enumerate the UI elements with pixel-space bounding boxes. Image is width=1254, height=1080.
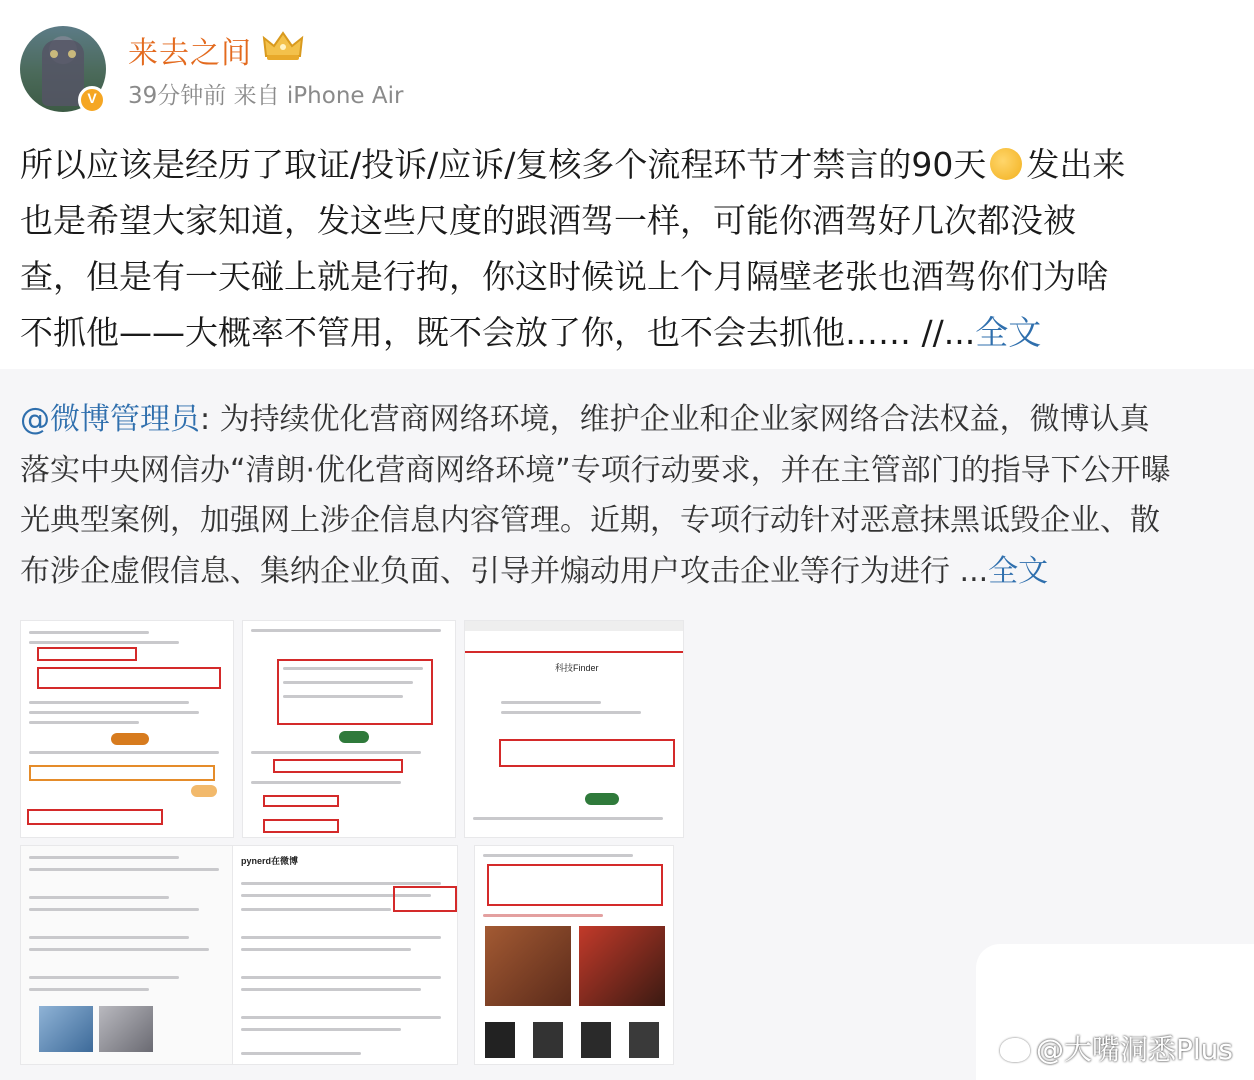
watermark-text: @大嘴洞悉Plus — [1036, 1033, 1233, 1066]
screenshot-thumbnail-5[interactable] — [232, 845, 458, 1065]
thumb-text-line — [29, 711, 199, 714]
screenshot-thumbnail-6[interactable] — [474, 845, 674, 1065]
thumb-text-line — [29, 631, 149, 634]
username[interactable]: 来去之间 — [128, 36, 252, 71]
thumb-text-line — [251, 751, 421, 754]
thumb-image — [581, 1022, 611, 1058]
repost-line-1-text: : 为持续优化营商网络环境，维护企业和企业家网络合法权益，微博认真 — [200, 402, 1150, 437]
thumb-text-line — [241, 936, 441, 939]
thumb-text-line — [29, 908, 199, 911]
weibo-logo-icon — [1000, 1038, 1030, 1062]
repost-line-2: 落实中央网信办“清朗·优化营商网络环境”专项行动要求，并在主管部门的指导下公开曝 — [20, 452, 1171, 488]
post-line-1 — [20, 137, 1234, 193]
thumb-text-line — [29, 641, 179, 644]
mention-link[interactable]: @微博管理员 — [20, 402, 200, 437]
thumb-user-name: pynerd在微博 — [241, 856, 299, 866]
repost-full-text-link[interactable]: 全文 — [988, 553, 1049, 589]
thumb-text-line — [29, 976, 179, 979]
thumb-text-line — [29, 896, 169, 899]
watermark — [1000, 1028, 1233, 1068]
thumb-text-line — [29, 701, 189, 704]
screenshot-thumbnail-4[interactable] — [20, 845, 234, 1065]
thumb-button — [111, 733, 149, 745]
thumb-text-line — [483, 854, 633, 857]
thumb-text-line — [29, 948, 209, 951]
post-time: 39分钟前 — [128, 83, 227, 109]
thumb-text-line — [251, 629, 441, 632]
repost-text — [20, 395, 1234, 597]
post-line-3: 查，但是有一天碰上就是行拘，你这时候说上个月隔壁老张也酒驾你们为啥 — [20, 257, 1109, 296]
highlight-box — [263, 795, 339, 807]
repost-line-3: 光典型案例，加强网上涉企信息内容管理。近期，专项行动针对恶意抹黑诋毁企业、散 — [20, 503, 1160, 538]
highlight-box — [273, 759, 403, 773]
thumb-text-line — [283, 695, 403, 698]
thumb-text-line — [29, 936, 189, 939]
emoji-icon — [990, 148, 1022, 180]
post-line-1-tail: 发出来 — [1026, 145, 1126, 184]
thumb-text-line — [241, 882, 441, 885]
highlight-box — [487, 864, 663, 906]
thumb-image — [579, 926, 665, 1006]
thumb-text-line — [29, 856, 179, 859]
highlight-box — [37, 647, 137, 661]
thumb-text-line — [501, 711, 641, 714]
browser-bar — [465, 621, 684, 631]
highlight-box — [37, 667, 221, 689]
thumb-text-line — [29, 988, 149, 991]
thumb-text-line — [473, 817, 663, 820]
highlight-box — [393, 886, 457, 912]
thumb-text-line — [241, 948, 411, 951]
verified-badge-icon — [78, 86, 106, 114]
screenshot-thumbnail-1[interactable] — [20, 620, 234, 838]
thumb-image — [533, 1022, 563, 1058]
post-line-4 — [20, 305, 1234, 361]
thumb-text-line — [251, 781, 401, 784]
thumb-image — [485, 1022, 515, 1058]
thumb-text-line — [241, 1028, 401, 1031]
crown-icon — [262, 30, 304, 62]
highlight-box — [27, 809, 163, 825]
thumb-text-line — [501, 701, 601, 704]
thumb-text-line — [241, 976, 441, 979]
highlight-box — [499, 739, 675, 767]
post-line-2: 也是希望大家知道，发这些尺度的跟酒驾一样，可能你酒驾好几次都没被 — [20, 201, 1076, 240]
screenshot-thumbnail-3[interactable] — [464, 620, 684, 838]
thumb-image — [99, 1006, 153, 1052]
thumb-image — [485, 926, 571, 1006]
thumb-text-line — [283, 667, 423, 670]
repost-line-4-text: 布涉企虚假信息、集纳企业负面、引导并煽动用户攻击企业等行为进行 ... — [20, 553, 989, 589]
repost-line-4 — [20, 547, 1234, 598]
thumb-input — [29, 765, 215, 781]
thumb-button — [339, 731, 369, 743]
thumb-text-line — [241, 1052, 361, 1055]
thumb-text-line — [29, 721, 139, 724]
post-source: 来自 iPhone Air — [233, 83, 404, 109]
thumb-text-line — [241, 908, 391, 911]
post-line-1-text: 所以应该是经历了取证/投诉/应诉/复核多个流程环节才禁言的90天 — [20, 145, 987, 184]
site-nav — [465, 631, 684, 653]
highlight-box — [263, 819, 339, 833]
thumb-image — [39, 1006, 93, 1052]
post-meta — [128, 77, 403, 110]
thumb-text-line — [29, 751, 219, 754]
full-text-link[interactable]: 全文 — [975, 313, 1042, 352]
repost-line-1 — [20, 395, 1234, 446]
thumb-text-line — [283, 681, 413, 684]
screenshot-thumbnail-2[interactable] — [242, 620, 456, 838]
thumb-text-line — [241, 1016, 441, 1019]
thumb-button — [191, 785, 217, 797]
thumb-text-line — [29, 868, 219, 871]
thumb-button — [585, 793, 619, 805]
thumb-image — [629, 1022, 659, 1058]
thumb-page-title: 科技Finder — [555, 663, 599, 673]
thumb-text-line — [241, 988, 421, 991]
post-text — [20, 137, 1234, 361]
post-line-4-text: 不抓他——大概率不管用，既不会放了你，也不会去抓他…… //... — [20, 313, 976, 352]
thumb-text-line — [483, 914, 603, 917]
